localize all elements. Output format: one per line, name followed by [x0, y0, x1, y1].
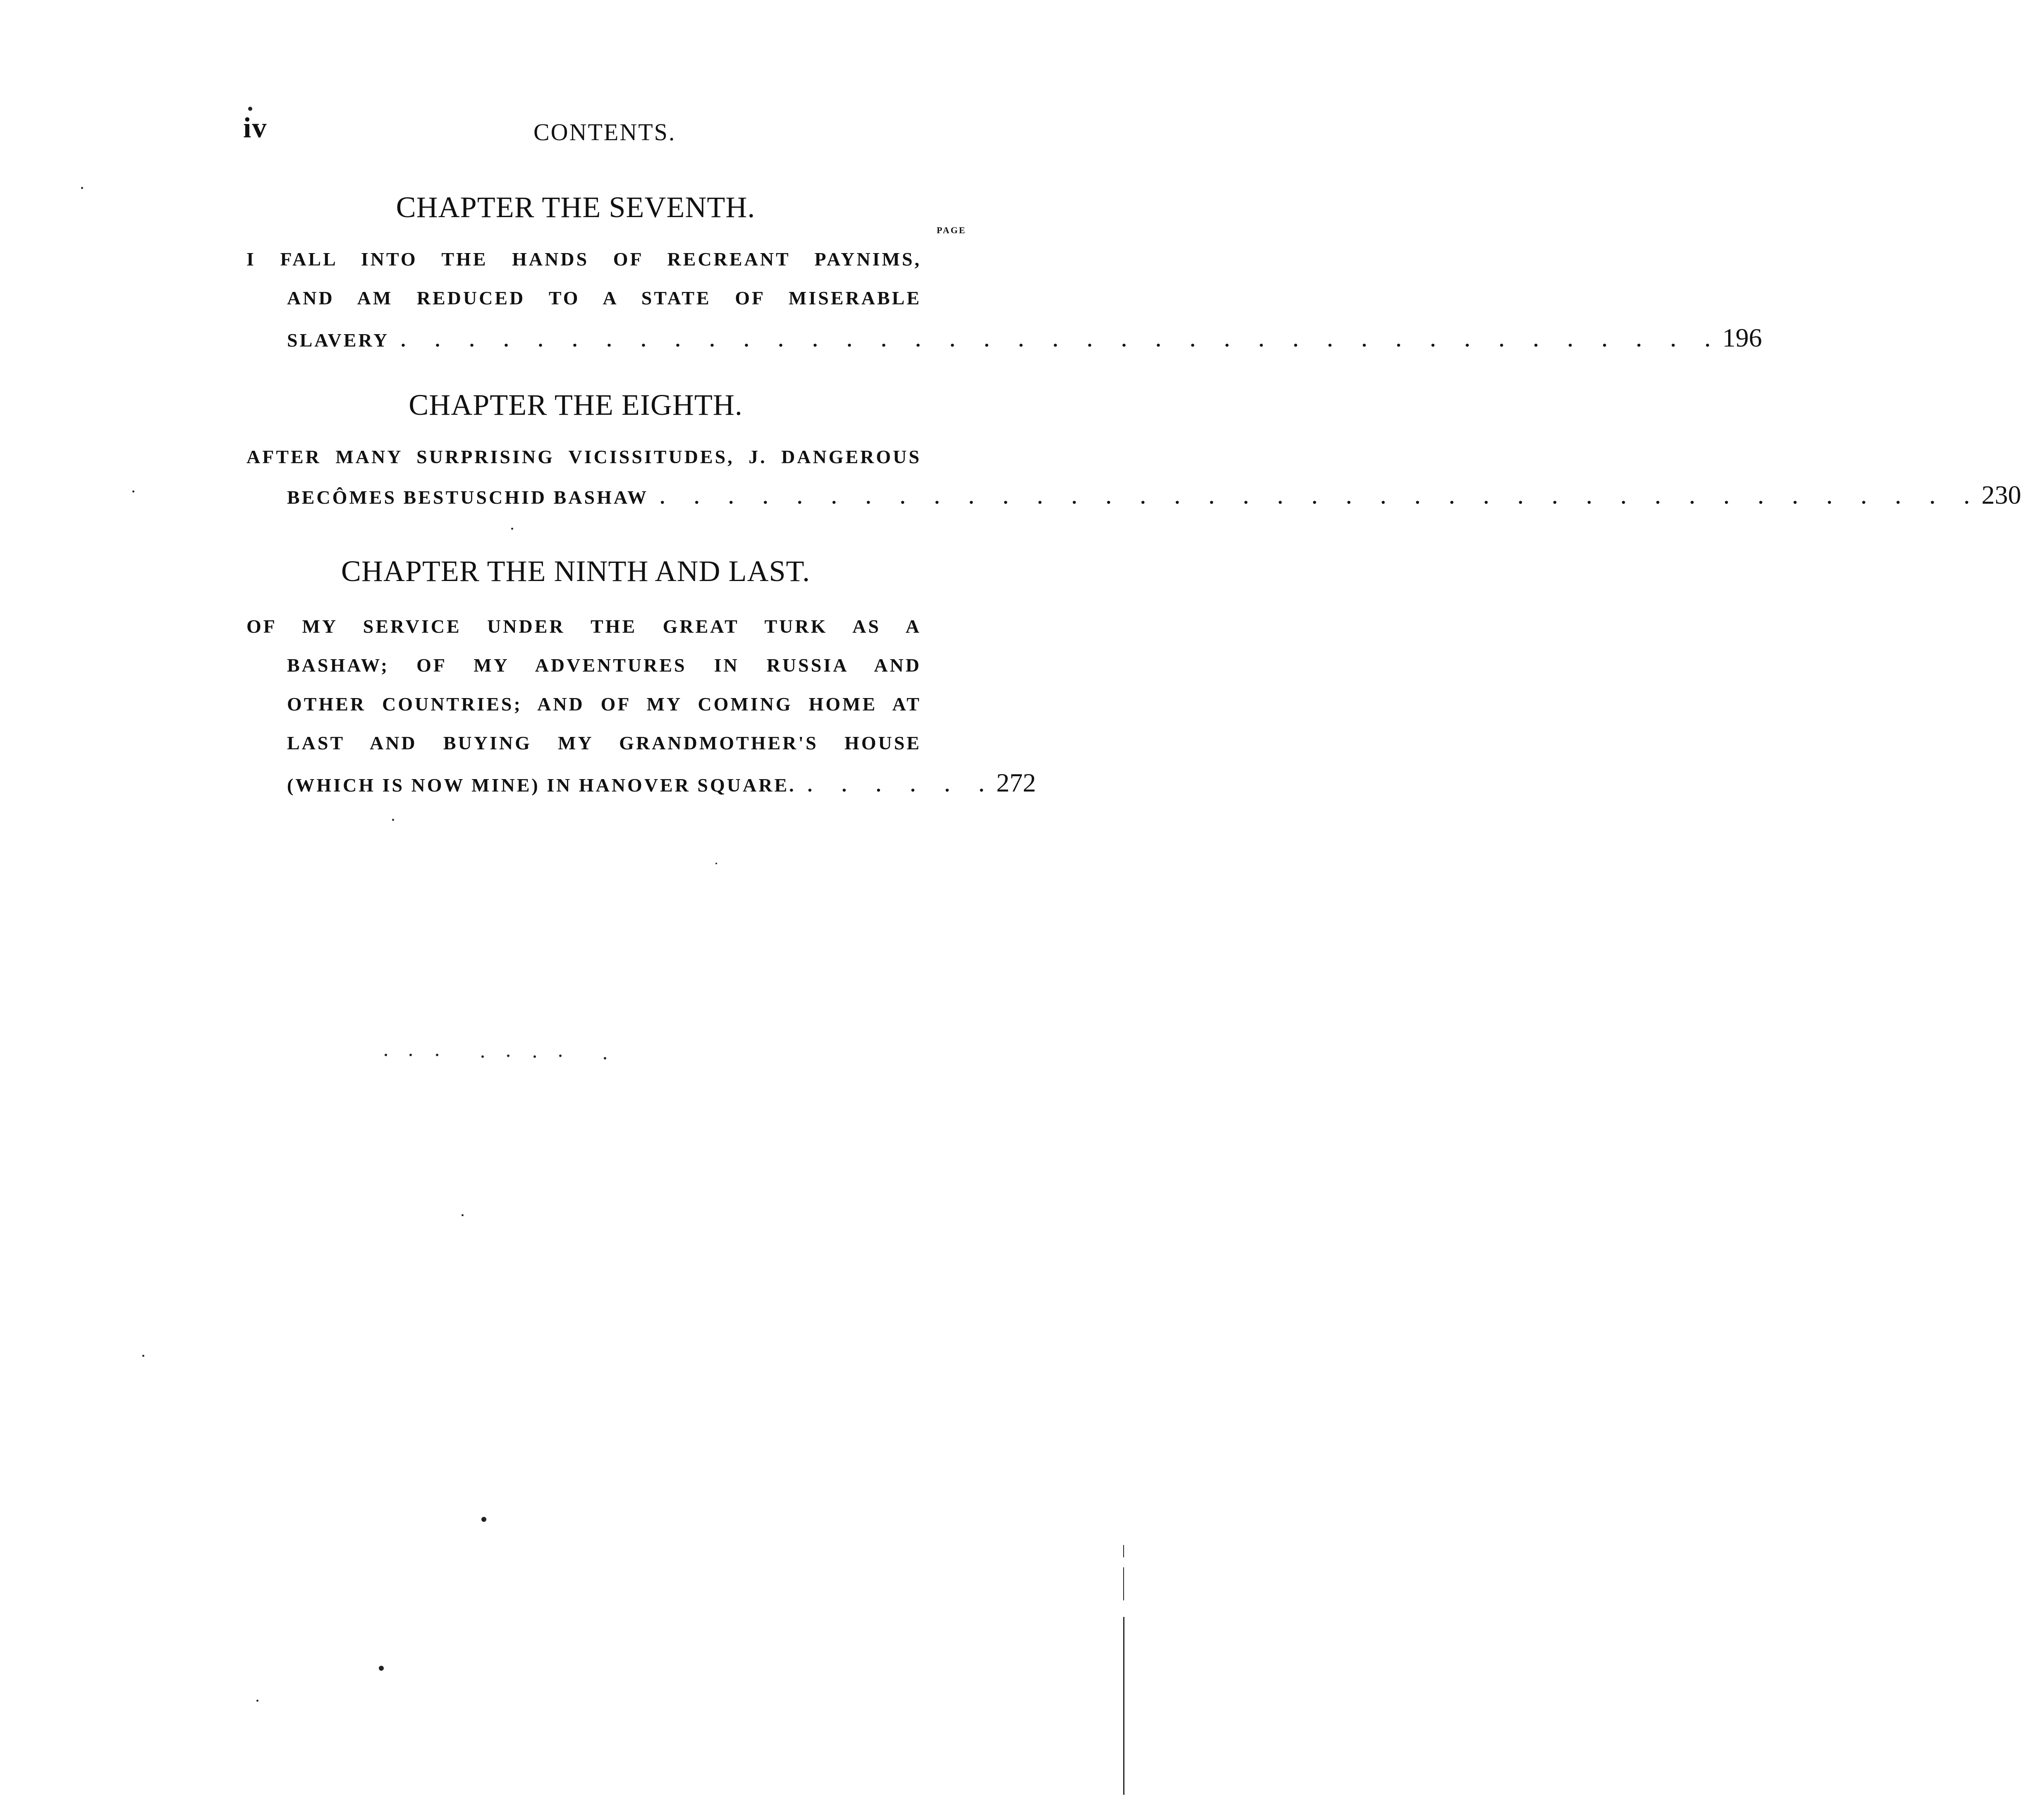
chapter-seven-page-number: 196: [1722, 323, 1762, 352]
chapter-nine-summary-line-4: LAST AND BUYING MY GRANDMOTHER'S HOUSE: [287, 732, 921, 753]
ink-speck: [462, 1214, 464, 1216]
running-title: CONTENTS.: [533, 119, 676, 146]
chapter-nine-summary-line-5: (WHICH IS NOW MINE) IN HANOVER SQUARE.: [287, 775, 796, 796]
ink-speck: [81, 187, 83, 189]
chapter-seven-title: CHAPTER THE SEVENTH.: [396, 191, 756, 224]
ink-speck: [248, 107, 252, 111]
chapter-seven-summary-line-2: AND AM REDUCED TO A STATE OF MISERABLE: [287, 287, 921, 309]
ink-speck: [142, 1355, 144, 1357]
page-edge-mark: [1123, 1545, 1124, 1557]
ink-speck: [392, 819, 394, 821]
chapter-nine-summary-line-2: BASHAW; OF MY ADVENTURES IN RUSSIA AND: [287, 655, 921, 676]
ink-speck: [533, 1055, 536, 1058]
chapter-nine-page-number: 272: [996, 768, 1036, 797]
page-column-label: PAGE: [937, 225, 966, 235]
chapter-eight-title: CHAPTER THE EIGHTH.: [409, 388, 743, 421]
chapter-nine-summary-line-1: OF MY SERVICE UNDER THE GREAT TURK AS A: [246, 616, 921, 637]
chapter-eight-entry-row: [287, 480, 2021, 510]
chapter-nine-summary-line-3: OTHER COUNTRIES; AND OF MY COMING HOME AT: [287, 694, 921, 715]
dot-leader: . . . . . .: [807, 775, 997, 796]
page-edge-mark: [1123, 1617, 1124, 1795]
ink-speck: [385, 1054, 387, 1056]
dot-leader: . . . . . . . . . . . . . . . . . . . . . . . . . . . . . . . . . . . . . . .: [401, 330, 1722, 351]
ink-speck: [409, 1054, 412, 1056]
ink-speck: [511, 528, 513, 530]
dot-leader: . . . . . . . . . . . . . . . . . . . . . . . . . . . . . . . . . . . . . . .: [660, 487, 1982, 508]
chapter-eight-summary-line-1: AFTER MANY SURPRISING VICISSITUDES, J. DANGEROUS: [246, 446, 921, 467]
ink-speck: [132, 490, 134, 493]
folio-number: iv: [243, 112, 268, 144]
ink-speck: [481, 1055, 484, 1058]
ink-speck: [507, 1055, 509, 1057]
ink-speck: [715, 863, 717, 864]
ink-speck: [559, 1055, 562, 1057]
chapter-eight-summary-line-2: BECÔMES BESTUSCHID BASHAW: [287, 487, 648, 508]
chapter-seven-entry-row: [287, 323, 1762, 353]
ink-speck: [436, 1054, 438, 1056]
chapter-seven-summary-line-1: I FALL INTO THE HANDS OF RECREANT PAYNIMS,: [246, 249, 921, 270]
ink-speck: [379, 1666, 384, 1671]
ink-speck: [481, 1517, 486, 1522]
chapter-nine-title: CHAPTER THE NINTH AND LAST.: [341, 555, 811, 588]
ink-speck: [604, 1057, 606, 1059]
chapter-eight-page-number: 230: [1981, 480, 2021, 509]
page-edge-mark: [1123, 1567, 1124, 1600]
chapter-seven-summary-line-3: SLAVERY: [287, 330, 390, 351]
chapter-nine-entry-row: [287, 768, 1036, 798]
ink-speck: [256, 1700, 258, 1702]
